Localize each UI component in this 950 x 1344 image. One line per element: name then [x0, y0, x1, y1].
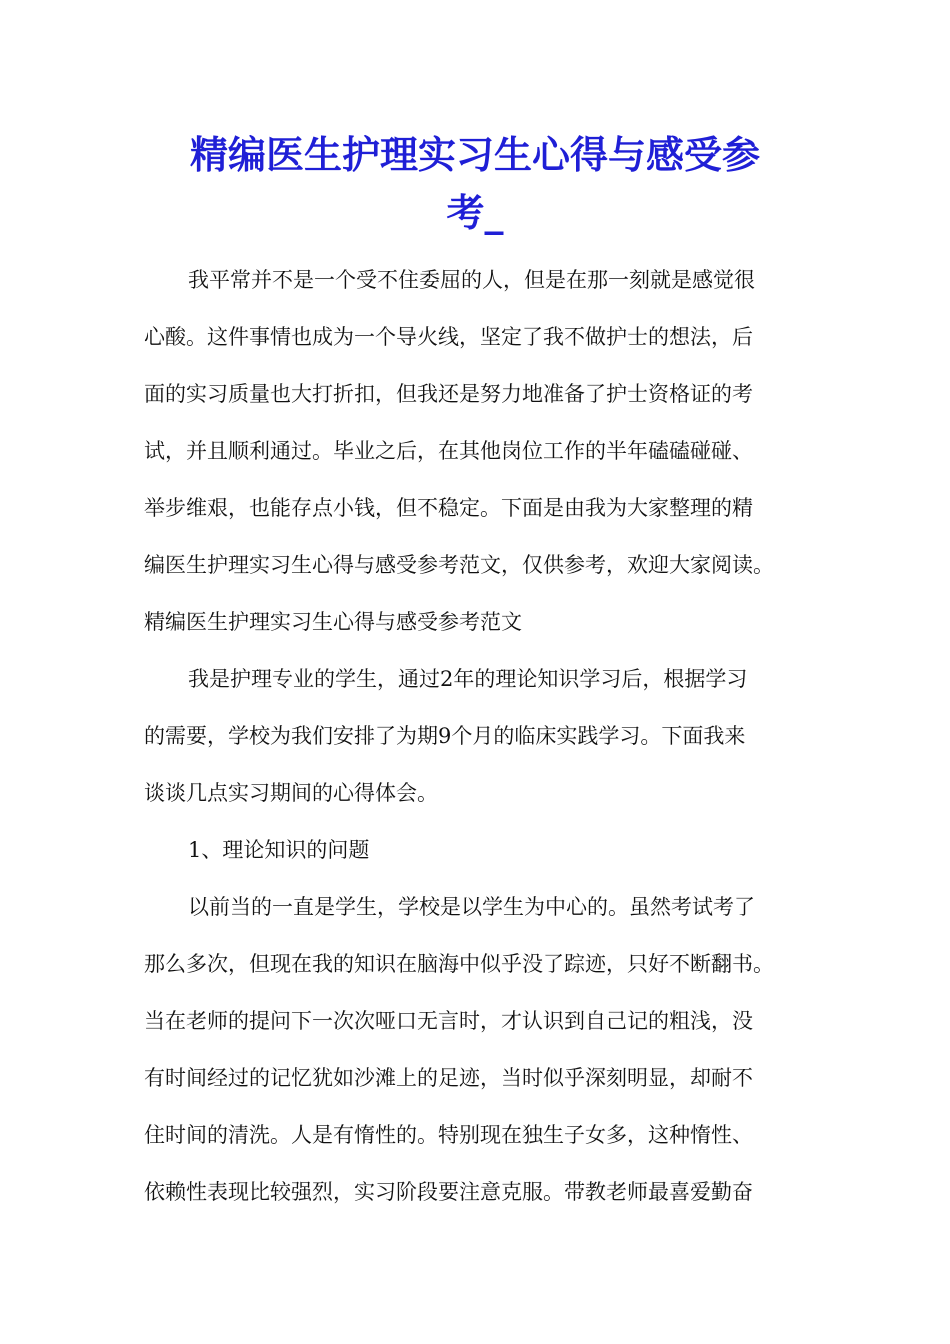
- paragraph-line: 有时间经过的记忆犹如沙滩上的足迹，当时似乎深刻明显，却耐不: [144, 1066, 753, 1090]
- paragraph-line: 试，并且顺利通过。毕业之后，在其他岗位工作的半年磕磕碰碰、: [144, 439, 753, 463]
- paragraph-line: 编医生护理实习生心得与感受参考范文，仅供参考，欢迎大家阅读。: [144, 553, 774, 577]
- paragraph-line: 心酸。这件事情也成为一个导火线，坚定了我不做护士的想法，后: [144, 325, 753, 349]
- numbered-heading: 1、理论知识的问题: [188, 838, 370, 862]
- document-title-line-2: 考_: [446, 190, 504, 235]
- paragraph-line: 依赖性表现比较强烈，实习阶段要注意克服。带教老师最喜爱勤奋: [144, 1180, 753, 1204]
- paragraph-line: 当在老师的提问下一次次哑口无言时，才认识到自己记的粗浅，没: [144, 1009, 753, 1033]
- paragraph-line: 我是护理专业的学生，通过2年的理论知识学习后，根据学习: [188, 667, 748, 691]
- paragraph-line: 举步维艰，也能存点小钱，但不稳定。下面是由我为大家整理的精: [144, 496, 753, 520]
- paragraph-line: 面的实习质量也大打折扣，但我还是努力地准备了护士资格证的考: [144, 382, 753, 406]
- section-heading: 精编医生护理实习生心得与感受参考范文: [144, 610, 522, 634]
- document-title-line-1: 精编医生护理实习生心得与感受参: [189, 132, 760, 177]
- paragraph-line: 谈谈几点实习期间的心得体会。: [144, 781, 438, 805]
- paragraph-line: 以前当的一直是学生，学校是以学生为中心的。虽然考试考了: [188, 895, 755, 919]
- paragraph-line: 的需要，学校为我们安排了为期9个月的临床实践学习。下面我来: [144, 724, 746, 748]
- paragraph-line: 我平常并不是一个受不住委屈的人，但是在那一刻就是感觉很: [188, 268, 755, 292]
- paragraph-line: 那么多次，但现在我的知识在脑海中似乎没了踪迹，只好不断翻书。: [144, 952, 774, 976]
- paragraph-line: 住时间的清洗。人是有惰性的。特别现在独生子女多，这种惰性、: [144, 1123, 753, 1147]
